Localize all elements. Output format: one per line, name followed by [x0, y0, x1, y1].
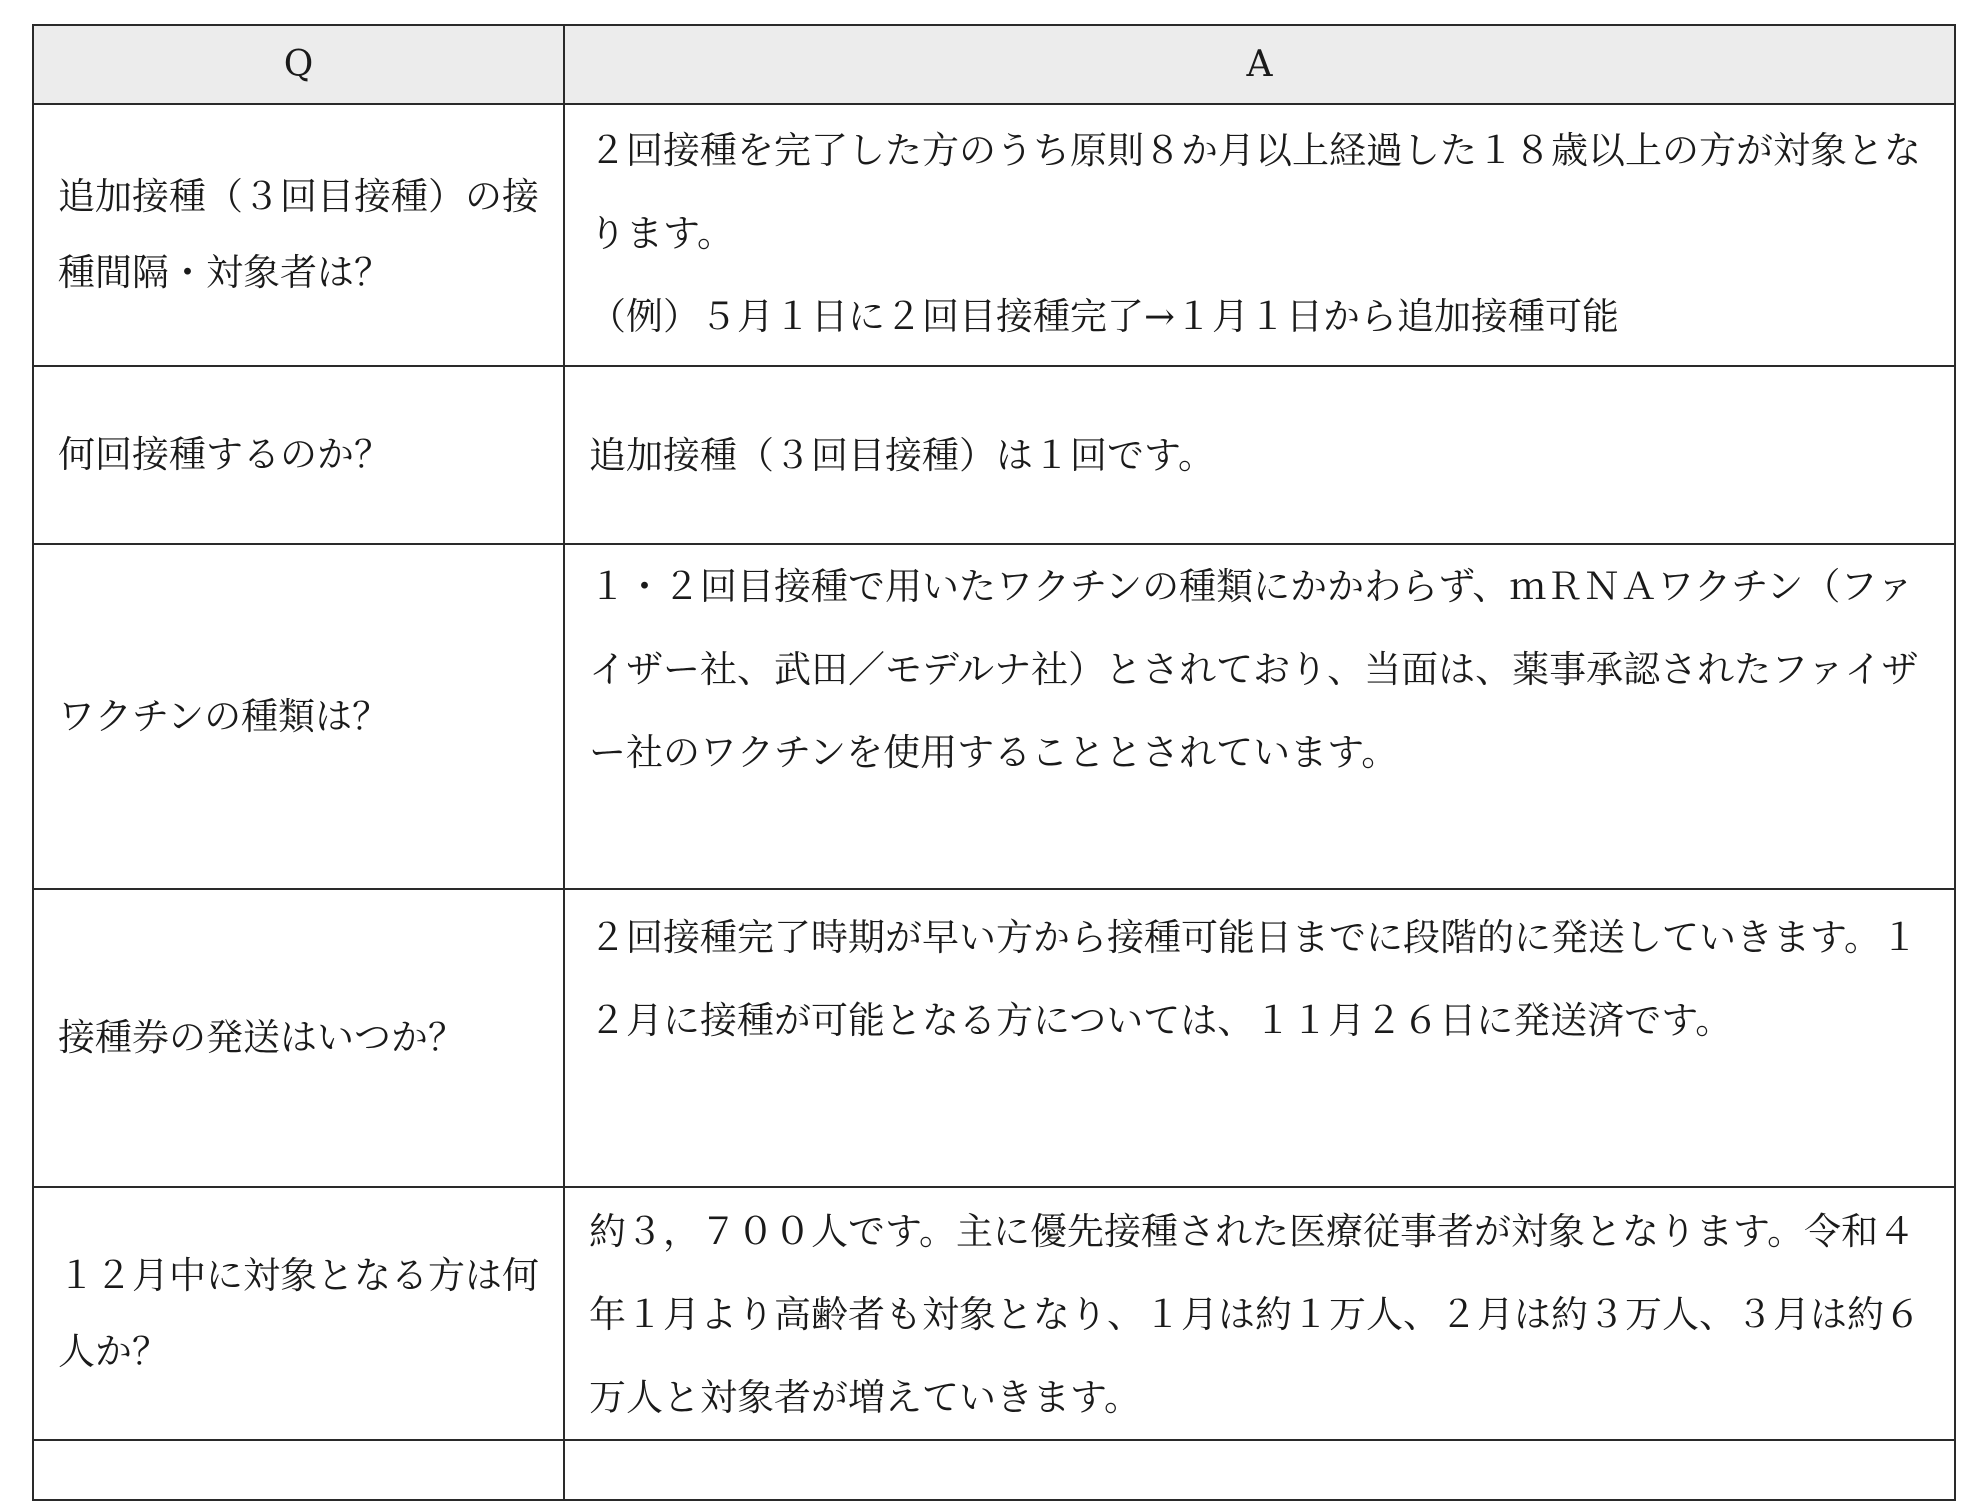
- header-row: [33, 25, 1955, 104]
- answer-cell: [564, 104, 1955, 366]
- table-row: [33, 889, 1955, 1187]
- question-cell: 接種券の発送はいつか？: [33, 889, 564, 1187]
- answer-paragraph: 約３，７００人です。主に優先接種された医療従事者が対象となります。令和４年１月より高齢者も対象となり、１月は約１万人、２月は約３万人、３月は約６万人と対象者が増えていきます。: [589, 1210, 1921, 1419]
- answer-cell: [564, 1187, 1955, 1440]
- answer-paragraph: ２回接種完了時期が早い方から接種可能日までに段階的に発送していきます。１２月に接種が可能となる方については、１１月２６日に発送済です。: [589, 916, 1919, 1042]
- table-row: [33, 366, 1955, 544]
- answer-paragraph: 追加接種（３回目接種）は１回です。: [589, 433, 1216, 477]
- question-cell: [33, 1440, 564, 1500]
- answer-paragraph: １・２回目接種で用いたワクチンの種類にかかわらず、ｍＲＮＡワクチン（ファイザー社、武田／モデルナ社）とされており、当面は、薬事承認されたファイザー社のワクチンを使用することとされています。: [589, 565, 1919, 774]
- table-row-partial: [33, 1440, 1955, 1500]
- answer-cell: [564, 1440, 1955, 1500]
- table-row: [33, 104, 1955, 366]
- question-cell: 何回接種するのか？: [33, 366, 564, 544]
- question-cell: ワクチンの種類は？: [33, 544, 564, 889]
- question-cell: 追加接種（３回目接種）の接種間隔・対象者は？: [33, 104, 564, 366]
- header-a: A: [564, 25, 1955, 104]
- answer-cell: [564, 544, 1955, 889]
- answer-cell: [564, 889, 1955, 1187]
- header-q: Q: [33, 25, 564, 104]
- table-row: [33, 1187, 1955, 1440]
- qa-table: [32, 24, 1956, 1501]
- table-row: [33, 544, 1955, 889]
- answer-cell: [564, 366, 1955, 544]
- answer-paragraph: ２回接種を完了した方のうち原則８か月以上経過した１８歳以上の方が対象となります。: [589, 129, 1921, 255]
- answer-example: （例）５月１日に２回目接種完了→１月１日から追加接種可能: [589, 295, 1620, 338]
- question-cell: １２月中に対象となる方は何人か？: [33, 1187, 564, 1440]
